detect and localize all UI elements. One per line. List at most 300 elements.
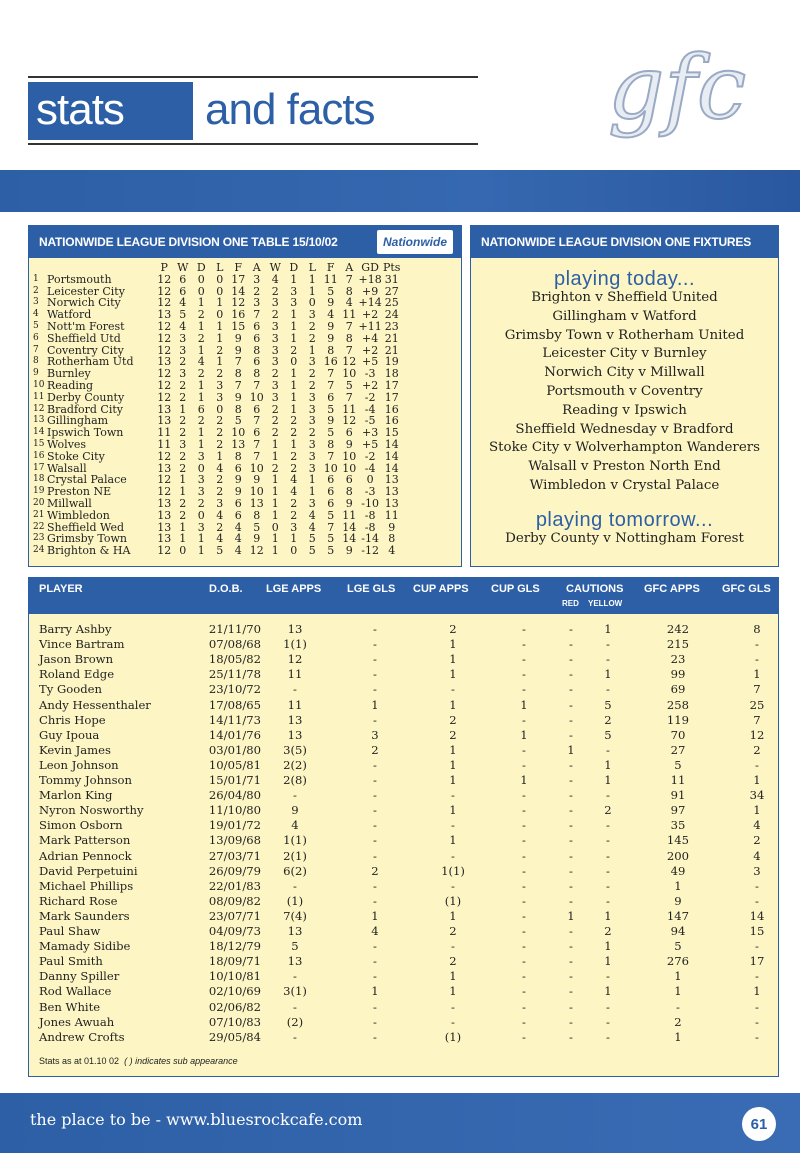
league-cell: 6 xyxy=(234,496,242,510)
league-table-panel xyxy=(28,225,462,567)
league-cell: 2 xyxy=(271,461,279,475)
player-name: David Perpetuini xyxy=(39,863,138,878)
header-cautions: CAUTIONS xyxy=(566,583,624,595)
league-position: 9 xyxy=(33,368,39,379)
league-cell: 10 xyxy=(249,390,264,404)
player-dob: 25/11/78 xyxy=(208,667,261,682)
league-cell: 3 xyxy=(271,378,279,392)
player-dob: 18/05/82 xyxy=(208,652,261,667)
player-dob: 11/10/80 xyxy=(208,803,261,818)
player-gfc-apps: 99 xyxy=(670,667,686,682)
league-cell: 1 xyxy=(308,284,316,298)
league-cell: 2 xyxy=(179,426,187,440)
player-row xyxy=(29,788,778,803)
player-row xyxy=(29,1030,778,1045)
league-cell: 3 xyxy=(253,296,261,310)
league-team: Bradford City xyxy=(47,402,124,416)
league-cell: 2 xyxy=(216,414,224,428)
player-dob: 10/10/81 xyxy=(208,969,261,984)
league-cell: 1 xyxy=(290,532,298,546)
player-lge-apps: 13 xyxy=(287,712,303,727)
league-cell: 3 xyxy=(308,308,316,322)
league-cell: -4 xyxy=(364,461,376,475)
league-cell: 3 xyxy=(197,485,205,499)
league-cell: 1 xyxy=(216,296,224,310)
league-cell: 8 xyxy=(253,343,261,357)
league-cell: 1 xyxy=(197,532,205,546)
player-cup-gls: - xyxy=(522,908,526,923)
league-cell: 11 xyxy=(342,508,357,522)
league-cell: 12 xyxy=(157,367,172,381)
league-cell: 10 xyxy=(249,461,264,475)
league-position: 8 xyxy=(33,356,39,367)
fixture-tomorrow: Derby County v Nottingham Forest xyxy=(505,531,744,546)
league-cell: 9 xyxy=(345,544,353,558)
league-cell: 10 xyxy=(342,461,357,475)
league-cell: +11 xyxy=(358,319,382,333)
player-lge-apps: 11 xyxy=(287,697,303,712)
fixture-today: Walsall v Preston North End xyxy=(528,459,721,475)
player-red-cards: - xyxy=(569,878,573,893)
page-title-stats: stats xyxy=(36,85,124,134)
gfc-logo xyxy=(600,38,785,148)
league-team: Burnley xyxy=(47,367,91,381)
player-row xyxy=(29,894,778,909)
player-gfc-gls: 3 xyxy=(753,863,761,878)
league-cell: 2 xyxy=(197,308,205,322)
player-cup-gls: - xyxy=(522,863,526,878)
header-cup-apps: CUP APPS xyxy=(413,583,469,595)
header-cup-gls: CUP GLS xyxy=(491,583,540,595)
player-cup-gls: - xyxy=(522,1014,526,1029)
league-cell: 5 xyxy=(327,544,335,558)
player-cup-apps: 2 xyxy=(449,727,457,742)
player-row xyxy=(29,667,778,682)
league-position: 12 xyxy=(33,403,45,414)
league-col-header: L xyxy=(216,261,224,274)
player-row xyxy=(29,652,778,667)
league-cell: 17 xyxy=(231,272,246,286)
league-cell: 6 xyxy=(327,390,335,404)
fixtures-title: NATIONWIDE LEAGUE DIVISION ONE FIXTURES xyxy=(471,226,778,258)
league-cell: 8 xyxy=(253,508,261,522)
player-row xyxy=(29,637,778,652)
player-gfc-gls: 1 xyxy=(753,984,761,999)
player-cup-gls: - xyxy=(522,984,526,999)
league-cell: 9 xyxy=(234,473,242,487)
player-gfc-gls: - xyxy=(755,652,759,667)
player-red-cards: - xyxy=(569,727,573,742)
player-dob: 27/03/71 xyxy=(208,848,261,863)
league-cell: 2 xyxy=(179,461,187,475)
header-red: RED xyxy=(562,599,579,608)
player-yellow-cards: - xyxy=(606,742,610,757)
league-col-header: L xyxy=(308,261,316,274)
league-cell: 12 xyxy=(157,390,172,404)
player-name: Paul Smith xyxy=(39,954,103,969)
league-cell: 1 xyxy=(216,319,224,333)
player-red-cards: - xyxy=(569,954,573,969)
league-position: 1 xyxy=(33,273,39,284)
player-gfc-apps: 258 xyxy=(666,697,690,712)
league-team: Rotherham Utd xyxy=(47,355,134,369)
league-cell: +18 xyxy=(358,272,382,286)
league-cell: 1 xyxy=(197,544,205,558)
league-cell: 4 xyxy=(216,532,224,546)
player-gfc-gls: 34 xyxy=(749,788,765,803)
player-red-cards: - xyxy=(569,682,573,697)
league-position: 17 xyxy=(33,462,45,473)
league-cell: 3 xyxy=(179,437,187,451)
league-cell: 12 xyxy=(231,296,246,310)
league-position: 15 xyxy=(33,438,45,449)
league-cell: +2 xyxy=(362,343,379,357)
league-cell: 4 xyxy=(308,508,316,522)
player-dob: 07/10/83 xyxy=(208,1014,261,1029)
league-cell: 4 xyxy=(216,461,224,475)
league-cell: 1 xyxy=(271,532,279,546)
fixture-today: Leicester City v Burnley xyxy=(542,346,707,362)
league-cell: 0 xyxy=(197,461,205,475)
league-cell: 9 xyxy=(345,437,353,451)
player-lge-gls: - xyxy=(373,939,377,954)
league-cell: 1 xyxy=(308,485,316,499)
league-cell: 0 xyxy=(216,272,224,286)
league-cell: 8 xyxy=(345,284,353,298)
player-cup-apps: - xyxy=(451,939,455,954)
player-dob: 26/09/79 xyxy=(208,863,261,878)
league-cell: 1 xyxy=(197,437,205,451)
league-cell: 8 xyxy=(345,485,353,499)
league-cell: 2 xyxy=(308,367,316,381)
league-position: 23 xyxy=(33,533,45,544)
league-cell: 0 xyxy=(216,308,224,322)
league-team: Walsall xyxy=(47,461,87,475)
league-cell: -14 xyxy=(361,532,379,546)
league-cell: 0 xyxy=(308,296,316,310)
player-lge-gls: 1 xyxy=(371,697,379,712)
player-yellow-cards: - xyxy=(606,863,610,878)
player-lge-apps: - xyxy=(293,1029,297,1044)
league-cell: 3 xyxy=(308,496,316,510)
league-cell: 2 xyxy=(197,496,205,510)
league-cell: 8 xyxy=(253,367,261,381)
player-row xyxy=(29,682,778,697)
player-red-cards: - xyxy=(569,999,573,1014)
league-cell: 2 xyxy=(290,343,298,357)
league-col-header: F xyxy=(234,261,243,274)
league-cell: 3 xyxy=(253,272,261,286)
player-cup-gls: - xyxy=(522,652,526,667)
league-position: 22 xyxy=(33,521,45,532)
league-cell: 1 xyxy=(271,485,279,499)
league-cell: 3 xyxy=(179,331,187,345)
league-cell: 6 xyxy=(234,508,242,522)
player-cup-gls: - xyxy=(522,818,526,833)
player-gfc-gls: - xyxy=(755,878,759,893)
league-cell: 2 xyxy=(179,355,187,369)
league-cell: 8 xyxy=(327,437,335,451)
player-lge-gls: - xyxy=(373,757,377,772)
player-lge-gls: - xyxy=(373,773,377,787)
league-cell: 3 xyxy=(308,414,316,428)
player-cup-gls: - xyxy=(522,742,526,757)
league-cell: 14 xyxy=(384,449,399,463)
player-lge-gls: - xyxy=(373,637,377,652)
league-cell: 1 xyxy=(308,343,316,357)
player-dob: 22/01/83 xyxy=(208,878,261,893)
league-cell: 12 xyxy=(157,296,172,310)
league-cell: 6 xyxy=(253,319,261,333)
league-cell: 21 xyxy=(384,331,399,345)
league-position: 2 xyxy=(33,285,39,296)
player-lge-gls: - xyxy=(373,969,377,984)
player-lge-apps: 13 xyxy=(287,622,303,636)
player-dob: 07/08/68 xyxy=(208,637,261,652)
fixture-today: Sheffield Wednesday v Bradford xyxy=(515,421,734,437)
league-cell: 3 xyxy=(271,343,279,357)
player-lge-gls: 2 xyxy=(371,863,379,878)
league-cell: 5 xyxy=(327,284,335,298)
league-cell: 6 xyxy=(327,496,335,510)
player-gfc-apps: 1 xyxy=(674,969,682,984)
league-cell: 11 xyxy=(157,437,172,451)
player-red-cards: - xyxy=(569,848,573,863)
player-cup-apps: 1 xyxy=(449,637,457,652)
player-name: Andrew Crofts xyxy=(39,1029,125,1044)
league-cell: 0 xyxy=(197,508,205,522)
league-cell: 3 xyxy=(308,402,316,416)
league-cell: 4 xyxy=(388,544,396,558)
stats-note: Stats as at 01.10 02 ( ) indicates sub appearance xyxy=(39,1056,238,1066)
league-cell: 6 xyxy=(253,331,261,345)
player-yellow-cards: - xyxy=(606,1029,610,1044)
player-name: Rod Wallace xyxy=(39,984,112,999)
player-lge-apps: 3(1) xyxy=(283,984,307,999)
league-cell: 0 xyxy=(271,520,279,534)
fixture-today: Portsmouth v Coventry xyxy=(546,384,703,399)
league-cell: 7 xyxy=(345,272,353,286)
player-lge-apps: - xyxy=(293,788,297,803)
player-lge-apps: 4 xyxy=(291,818,299,833)
player-gfc-gls: 1 xyxy=(753,773,761,787)
league-cell: 2 xyxy=(216,485,224,499)
league-cell: 3 xyxy=(216,496,224,510)
player-gfc-apps: 91 xyxy=(670,788,686,803)
player-red-cards: - xyxy=(569,1029,573,1044)
league-cell: -2 xyxy=(364,449,376,463)
player-red-cards: - xyxy=(569,788,573,803)
league-cell: 7 xyxy=(253,308,261,322)
league-cell: 6 xyxy=(179,284,187,298)
player-cup-apps: 1 xyxy=(449,908,457,923)
league-cell: 12 xyxy=(157,485,172,499)
player-dob: 21/11/70 xyxy=(208,622,261,636)
league-team: Sheffield Wed xyxy=(47,520,124,534)
league-cell: 15 xyxy=(231,319,246,333)
league-cell: 13 xyxy=(157,402,172,416)
player-yellow-cards: - xyxy=(606,848,610,863)
player-dob: 18/12/79 xyxy=(208,939,261,954)
league-position: 13 xyxy=(33,415,45,426)
header-gfc-gls: GFC GLS xyxy=(722,583,771,595)
league-cell: 7 xyxy=(327,449,335,463)
player-red-cards: - xyxy=(569,622,573,636)
player-gfc-gls: 7 xyxy=(753,712,761,727)
league-cell: 9 xyxy=(234,390,242,404)
league-cell: +9 xyxy=(362,284,379,298)
player-lge-apps: 2(1) xyxy=(283,848,307,863)
header-rule-top xyxy=(28,76,478,78)
header-dob: D.O.B. xyxy=(209,583,243,595)
player-gfc-apps: 242 xyxy=(666,622,690,636)
league-cell: 4 xyxy=(271,272,279,286)
league-col-header: A xyxy=(345,261,354,274)
league-cell: 14 xyxy=(384,461,399,475)
league-cell: 5 xyxy=(234,414,242,428)
player-red-cards: - xyxy=(569,697,573,712)
league-cell: 1 xyxy=(179,402,187,416)
league-cell: 12 xyxy=(342,414,357,428)
league-cell: 0 xyxy=(290,544,298,558)
page-number: 61 xyxy=(742,1107,776,1141)
player-cup-apps: - xyxy=(451,999,455,1014)
league-cell: 19 xyxy=(384,355,399,369)
league-cell: 6 xyxy=(253,402,261,416)
league-cell: 5 xyxy=(179,308,187,322)
player-yellow-cards: 1 xyxy=(604,939,612,954)
player-yellow-cards: 1 xyxy=(604,773,612,787)
player-cup-apps: 2 xyxy=(449,622,457,636)
league-cell: 21 xyxy=(384,343,399,357)
player-name: Mark Saunders xyxy=(39,908,130,923)
player-name: Adrian Pennock xyxy=(39,848,132,863)
player-cup-gls: - xyxy=(522,848,526,863)
player-red-cards: 1 xyxy=(567,742,575,757)
league-cell: 13 xyxy=(157,496,172,510)
player-dob: 02/10/69 xyxy=(208,984,261,999)
league-cell: 10 xyxy=(342,367,357,381)
player-gfc-apps: 119 xyxy=(666,712,690,727)
player-cup-gls: - xyxy=(522,757,526,772)
player-name: Danny Spiller xyxy=(39,969,120,984)
league-cell: 12 xyxy=(157,319,172,333)
player-dob: 02/06/82 xyxy=(208,999,261,1014)
player-lge-gls: - xyxy=(373,954,377,969)
league-cell: 12 xyxy=(157,331,172,345)
league-team: Portsmouth xyxy=(47,272,112,286)
player-row xyxy=(29,984,778,999)
fixture-today: Reading v Ipswich xyxy=(562,402,687,418)
league-cell: 13 xyxy=(157,520,172,534)
player-dob: 17/08/65 xyxy=(208,697,261,712)
player-lge-apps: 7(4) xyxy=(283,908,307,923)
league-cell: 2 xyxy=(308,319,316,333)
player-yellow-cards: 1 xyxy=(604,984,612,999)
player-cup-apps: 1 xyxy=(449,697,457,712)
player-gfc-apps: - xyxy=(676,999,680,1014)
player-gfc-gls: 4 xyxy=(753,818,761,833)
league-position: 19 xyxy=(33,486,45,497)
player-gfc-gls: - xyxy=(755,1029,759,1044)
player-lge-gls: 1 xyxy=(371,984,379,999)
player-cup-gls: - xyxy=(522,712,526,727)
player-red-cards: - xyxy=(569,969,573,984)
league-cell: 3 xyxy=(308,461,316,475)
player-gfc-gls: - xyxy=(755,939,759,954)
league-col-header: D xyxy=(289,261,299,274)
header-lge-apps: LGE APPS xyxy=(266,583,322,595)
league-cell: 7 xyxy=(345,319,353,333)
league-cell: 1 xyxy=(290,319,298,333)
league-cell: 7 xyxy=(253,449,261,463)
league-cell: 13 xyxy=(384,485,399,499)
league-cell: 9 xyxy=(234,331,242,345)
player-gfc-gls: 25 xyxy=(749,697,765,712)
league-cell: 4 xyxy=(179,319,187,333)
league-cell: 18 xyxy=(384,367,399,381)
player-lge-apps: 5 xyxy=(291,939,299,954)
player-red-cards: - xyxy=(569,833,573,848)
player-lge-apps: 13 xyxy=(287,954,303,969)
league-cell: 16 xyxy=(323,355,338,369)
player-cup-apps: 1 xyxy=(449,803,457,818)
player-name: Chris Hope xyxy=(39,712,106,727)
player-name: Barry Ashby xyxy=(39,622,112,636)
league-cell: 3 xyxy=(216,390,224,404)
league-col-header: P xyxy=(160,261,168,274)
league-cell: 10 xyxy=(342,449,357,463)
league-cell: 6 xyxy=(253,355,261,369)
league-cell: 4 xyxy=(234,532,242,546)
player-row xyxy=(29,758,778,773)
league-cell: 2 xyxy=(179,449,187,463)
league-cell: 1 xyxy=(271,449,279,463)
player-gfc-apps: 27 xyxy=(670,742,686,757)
player-cup-apps: 1 xyxy=(449,757,457,772)
league-cell: 5 xyxy=(216,544,224,558)
league-cell: +3 xyxy=(362,426,379,440)
league-cell: 4 xyxy=(290,473,298,487)
player-red-cards: - xyxy=(569,863,573,878)
league-team: Norwich City xyxy=(47,296,121,310)
player-cup-apps: - xyxy=(451,788,455,803)
league-col-header: A xyxy=(252,261,261,274)
league-cell: 3 xyxy=(308,390,316,404)
league-col-header: F xyxy=(326,261,335,274)
player-gfc-apps: 5 xyxy=(674,757,682,772)
league-cell: 7 xyxy=(253,437,261,451)
player-yellow-cards: 2 xyxy=(604,803,612,818)
player-cup-apps: 1 xyxy=(449,742,457,757)
player-name: Kevin James xyxy=(39,742,111,757)
player-cup-gls: - xyxy=(522,803,526,818)
league-cell: 1 xyxy=(179,520,187,534)
player-lge-gls: - xyxy=(373,833,377,848)
league-cell: 2 xyxy=(271,402,279,416)
league-cell: 2 xyxy=(216,473,224,487)
fixture-today: Stoke City v Wolverhampton Wanderers xyxy=(488,440,761,456)
fixture-today: Wimbledon v Crystal Palace xyxy=(529,478,720,493)
player-cup-gls: - xyxy=(522,999,526,1014)
player-cup-gls: - xyxy=(522,939,526,954)
player-gfc-gls: - xyxy=(755,969,759,984)
league-table xyxy=(33,262,402,557)
league-cell: 11 xyxy=(342,402,357,416)
player-gfc-apps: 147 xyxy=(666,908,690,923)
header-player: PLAYER xyxy=(39,583,83,595)
league-cell: 5 xyxy=(308,532,316,546)
